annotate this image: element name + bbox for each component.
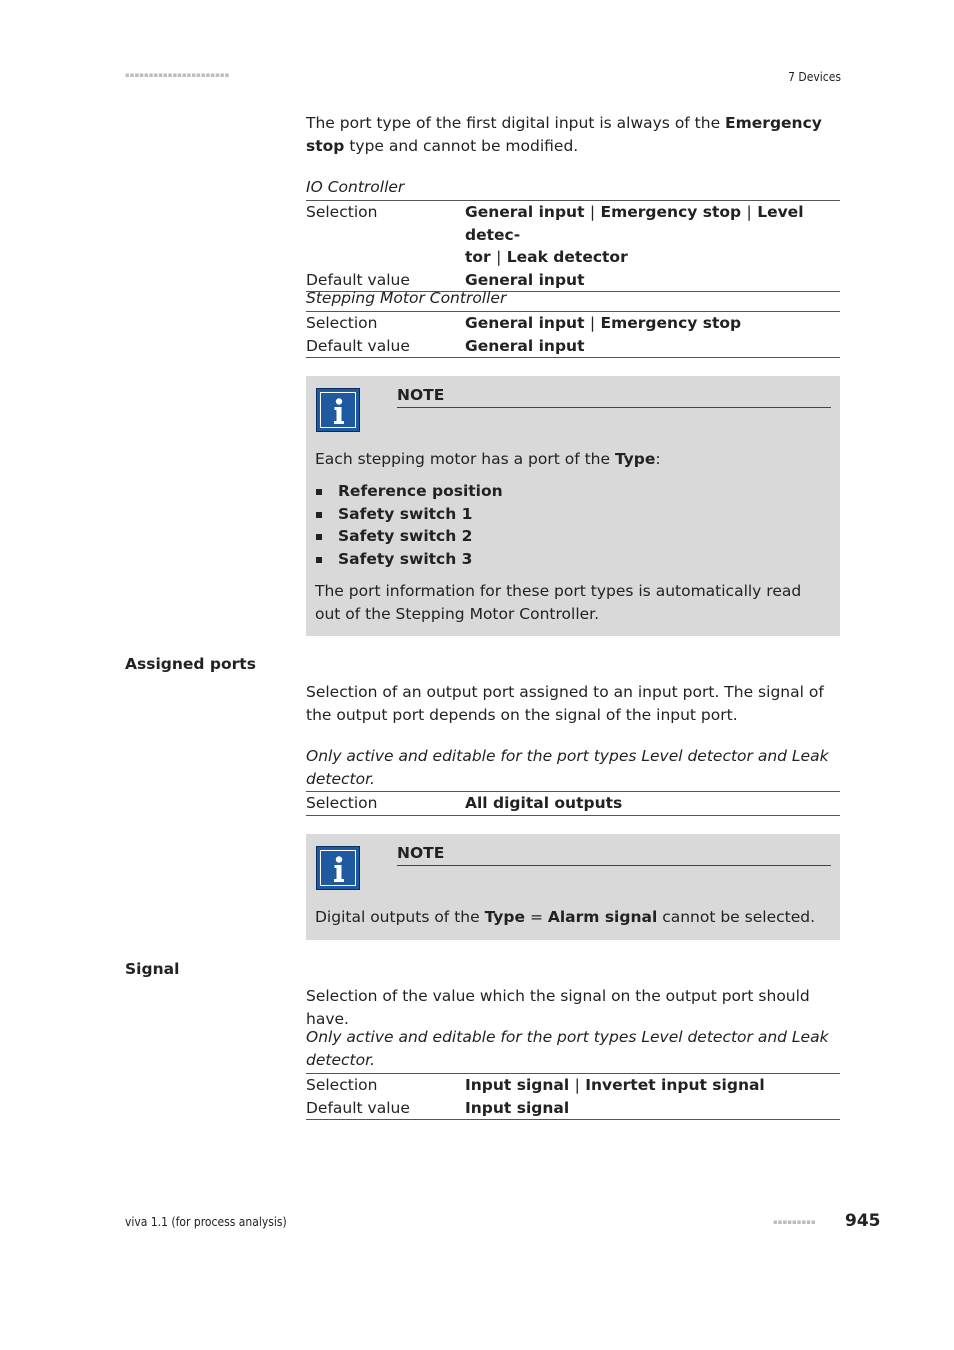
value-emergency-stop: Emergency stop	[600, 203, 742, 221]
separator: |	[589, 314, 596, 332]
value-general-input: General input	[465, 314, 585, 332]
selection-label: Selection	[306, 314, 378, 332]
default-label: Default value	[306, 336, 410, 355]
signal-table	[306, 1073, 840, 1120]
note-text-bold: Type	[614, 450, 656, 468]
note-title: NOTE	[397, 841, 831, 866]
table-row	[306, 335, 840, 358]
value-leak-detector: Leak detector	[506, 248, 628, 266]
table-row	[306, 201, 840, 269]
default-value: General input	[465, 270, 585, 289]
selection-values	[465, 1074, 840, 1097]
intro-bold: Emergency stop	[306, 114, 822, 155]
assigned-ports-description: Selection of an output port assigned to an input port. The signal of the output port depends on the signal of the input port.	[306, 683, 824, 724]
note-text	[315, 448, 825, 471]
io-controller-table	[306, 200, 840, 292]
note-box	[306, 834, 840, 940]
signal-description: Selection of the value which the signal on the output port should have.	[306, 987, 810, 1028]
footer-decoration: ▪▪▪▪▪▪▪▪▪	[773, 1218, 816, 1226]
section-heading-assigned-ports: Assigned ports	[125, 655, 256, 673]
value-level-detector-part1: Level detec-	[465, 203, 804, 244]
default-label: Default value	[306, 270, 410, 289]
table-row	[306, 1097, 840, 1120]
info-icon	[316, 846, 360, 890]
note-text-bold: Alarm signal	[547, 908, 658, 926]
stepping-motor-table	[306, 311, 840, 358]
list-item: Safety switch 2	[315, 525, 503, 548]
note-footer-text: The port information for these port types is automatically read out of the Stepping Motor Controller.	[315, 582, 802, 623]
signal-caption: Only active and editable for the port types Level detector and Leak detector.	[306, 1028, 829, 1069]
assigned-ports-table	[306, 791, 840, 816]
separator: |	[496, 248, 502, 266]
note-title: NOTE	[397, 383, 831, 408]
default-value: General input	[465, 336, 585, 355]
section-heading-signal: Signal	[125, 960, 180, 978]
io-controller-caption: IO Controller	[306, 178, 405, 196]
list-item: Safety switch 3	[315, 548, 503, 571]
page-number: 945	[845, 1211, 881, 1231]
note-box	[306, 376, 840, 636]
port-type-list	[315, 480, 503, 570]
note-text-part: :	[655, 450, 661, 468]
list-item: Safety switch 1	[315, 503, 503, 526]
table-row	[306, 1074, 840, 1097]
selection-label: Selection	[306, 794, 378, 812]
selection-values	[465, 312, 840, 335]
selection-values	[465, 201, 840, 269]
table-row	[306, 792, 840, 816]
info-icon	[316, 388, 360, 432]
separator: |	[574, 1076, 580, 1094]
note-text-part: Each stepping motor has a port of the	[315, 450, 615, 468]
selection-label: Selection	[306, 1076, 378, 1094]
stepping-motor-caption: Stepping Motor Controller	[306, 289, 507, 307]
separator: |	[589, 203, 596, 221]
value-emergency-stop: Emergency stop	[600, 314, 742, 332]
table-row	[306, 312, 840, 335]
intro-paragraph	[306, 112, 840, 157]
separator: |	[746, 203, 752, 221]
header-decoration: ▪▪▪▪▪▪▪▪▪▪▪▪▪▪▪▪▪▪▪▪▪▪	[125, 71, 230, 79]
list-item: Reference position	[315, 480, 503, 503]
selection-label: Selection	[306, 203, 378, 221]
value-inverted-input-signal: Invertet input signal	[585, 1076, 765, 1094]
value-input-signal: Input signal	[465, 1076, 570, 1094]
note-text	[315, 906, 825, 929]
assigned-ports-caption: Only active and editable for the port types Level detector and Leak detector.	[306, 747, 829, 788]
value-level-detector-part2: tor	[465, 248, 491, 266]
chapter-title: 7 Devices	[788, 70, 841, 84]
note-text-part: Digital outputs of the	[315, 908, 485, 926]
intro-text-after: type and cannot be modified.	[344, 136, 579, 155]
note-text-part: =	[525, 908, 548, 926]
selection-value: All digital outputs	[465, 794, 623, 812]
product-name: viva 1.1 (for process analysis)	[125, 1215, 287, 1229]
note-text-part: cannot be selected.	[657, 908, 816, 926]
value-general-input: General input	[465, 203, 585, 221]
default-label: Default value	[306, 1098, 410, 1117]
default-value: Input signal	[465, 1098, 570, 1117]
intro-text: The port type of the first digital input is always of the	[306, 114, 726, 132]
note-text-bold: Type	[484, 908, 526, 926]
